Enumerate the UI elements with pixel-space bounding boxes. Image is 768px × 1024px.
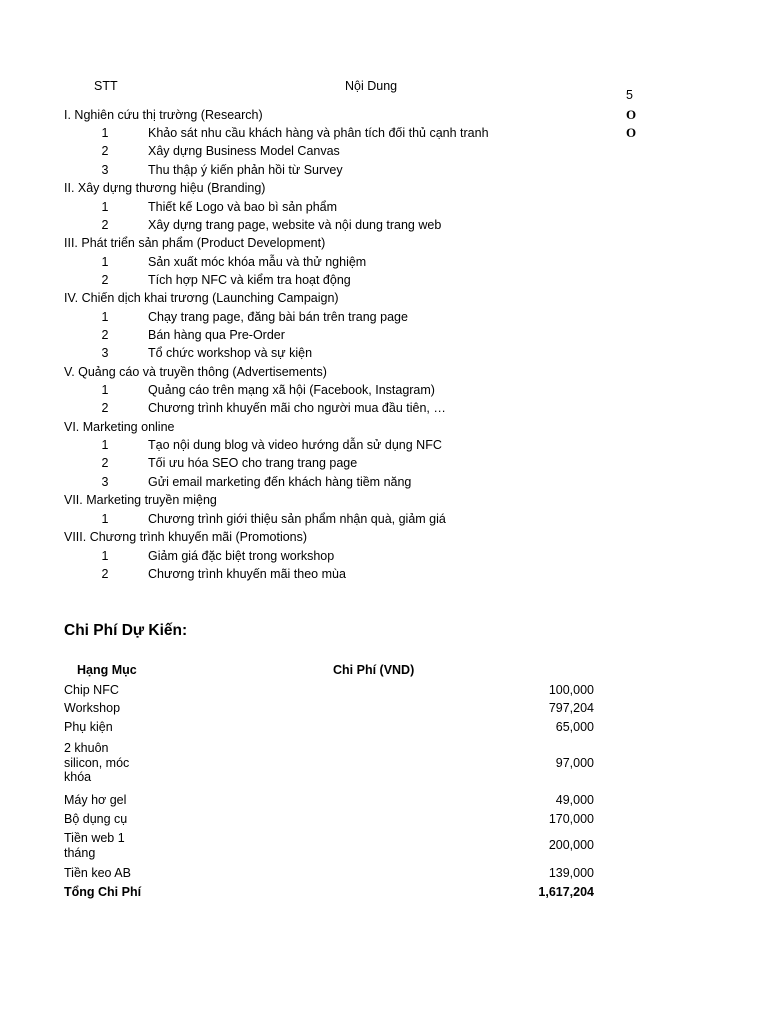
cost-item-name: Máy hơ gel [64, 793, 127, 807]
cost-item-value: 200,000 [548, 838, 594, 852]
stt-header: STT [94, 79, 118, 93]
section-heading: VI. Marketing online [64, 420, 175, 434]
cost-col-value: Chi Phí (VND) [333, 663, 415, 677]
list-item: 1 Thiết kế Logo và bao bì sản phẩm [101, 200, 338, 214]
side-mark: O [626, 107, 637, 122]
section-heading: II. Xây dựng thương hiệu (Branding) [64, 181, 266, 195]
section-heading: VII. Marketing truyền miệng [64, 493, 217, 507]
cost-total-value: 1,617,204 [538, 885, 594, 899]
list-item: 3 Thu thập ý kiến phản hồi từ Survey [101, 163, 343, 177]
list-item: 2 Xây dựng trang page, website và nội dung trang web [101, 218, 442, 232]
section-heading: V. Quảng cáo và truyền thông (Advertisements) [64, 365, 327, 379]
list-item: 1 Chạy trang page, đăng bài bán trên trang page [101, 310, 408, 324]
cost-title: Chi Phí Dự Kiến: [64, 622, 188, 639]
list-item: 3 Tổ chức workshop và sự kiện [101, 346, 313, 360]
cost-item-value: 49,000 [555, 793, 594, 807]
list-item: 2 Tích hợp NFC và kiểm tra hoạt động [101, 273, 351, 287]
list-item: 1 Tạo nội dung blog và video hướng dẫn sử dụng NFC [101, 438, 442, 452]
side-mark: O [626, 125, 637, 140]
cost-total-label: Tổng Chi Phí [64, 885, 142, 899]
list-item: 1 Khảo sát nhu cầu khách hàng và phân tích đối thủ cạnh tranh [101, 126, 489, 140]
list-item: 2 Bán hàng qua Pre-Order [101, 328, 285, 342]
list-item: 2 Xây dựng Business Model Canvas [101, 144, 340, 158]
section-heading: VIII. Chương trình khuyến mãi (Promotions) [64, 530, 308, 544]
column-value: 5 [626, 88, 633, 102]
cost-item-value: 139,000 [548, 866, 594, 880]
list-item: 1 Chương trình giới thiệu sản phẩm nhận quà, giảm giá [101, 512, 446, 526]
cost-item-name: Tiền web 1 tháng [64, 831, 125, 860]
cost-item-value: 797,204 [548, 701, 594, 715]
cost-item-name: 2 khuôn silicon, móc khóa [64, 741, 130, 784]
section-heading: I. Nghiên cứu thị trường (Research) [64, 108, 263, 122]
list-item: 2 Tối ưu hóa SEO cho trang trang page [101, 456, 358, 470]
cost-item-name: Chip NFC [64, 683, 119, 697]
cost-item-value: 170,000 [548, 812, 594, 826]
cost-item-name: Bộ dụng cụ [64, 812, 128, 826]
cost-col-item: Hạng Mục [77, 663, 137, 677]
content-header: Nội Dung [345, 79, 398, 93]
list-item: 3 Gửi email marketing đến khách hàng tiềm năng [101, 475, 412, 489]
cost-item-name: Phụ kiện [64, 720, 113, 734]
cost-item-value: 65,000 [555, 720, 594, 734]
list-item: 1 Giảm giá đặc biệt trong workshop [101, 549, 335, 563]
section-heading: III. Phát triển sản phẩm (Product Development) [64, 236, 326, 250]
section-heading: IV. Chiến dịch khai trương (Launching Campaign) [64, 291, 339, 305]
cost-item-name: Tiền keo AB [64, 866, 131, 880]
list-item: 1 Quảng cáo trên mạng xã hội (Facebook, Instagram) [101, 383, 435, 397]
list-item: 2 Chương trình khuyến mãi theo mùa [101, 567, 346, 581]
cost-item-name: Workshop [64, 701, 121, 715]
cost-item-value: 97,000 [555, 756, 594, 770]
list-item: 2 Chương trình khuyến mãi cho người mua đầu tiên, … [101, 401, 446, 415]
list-item: 1 Sản xuất móc khóa mẫu và thử nghiệm [101, 255, 367, 269]
cost-item-value: 100,000 [548, 683, 594, 697]
